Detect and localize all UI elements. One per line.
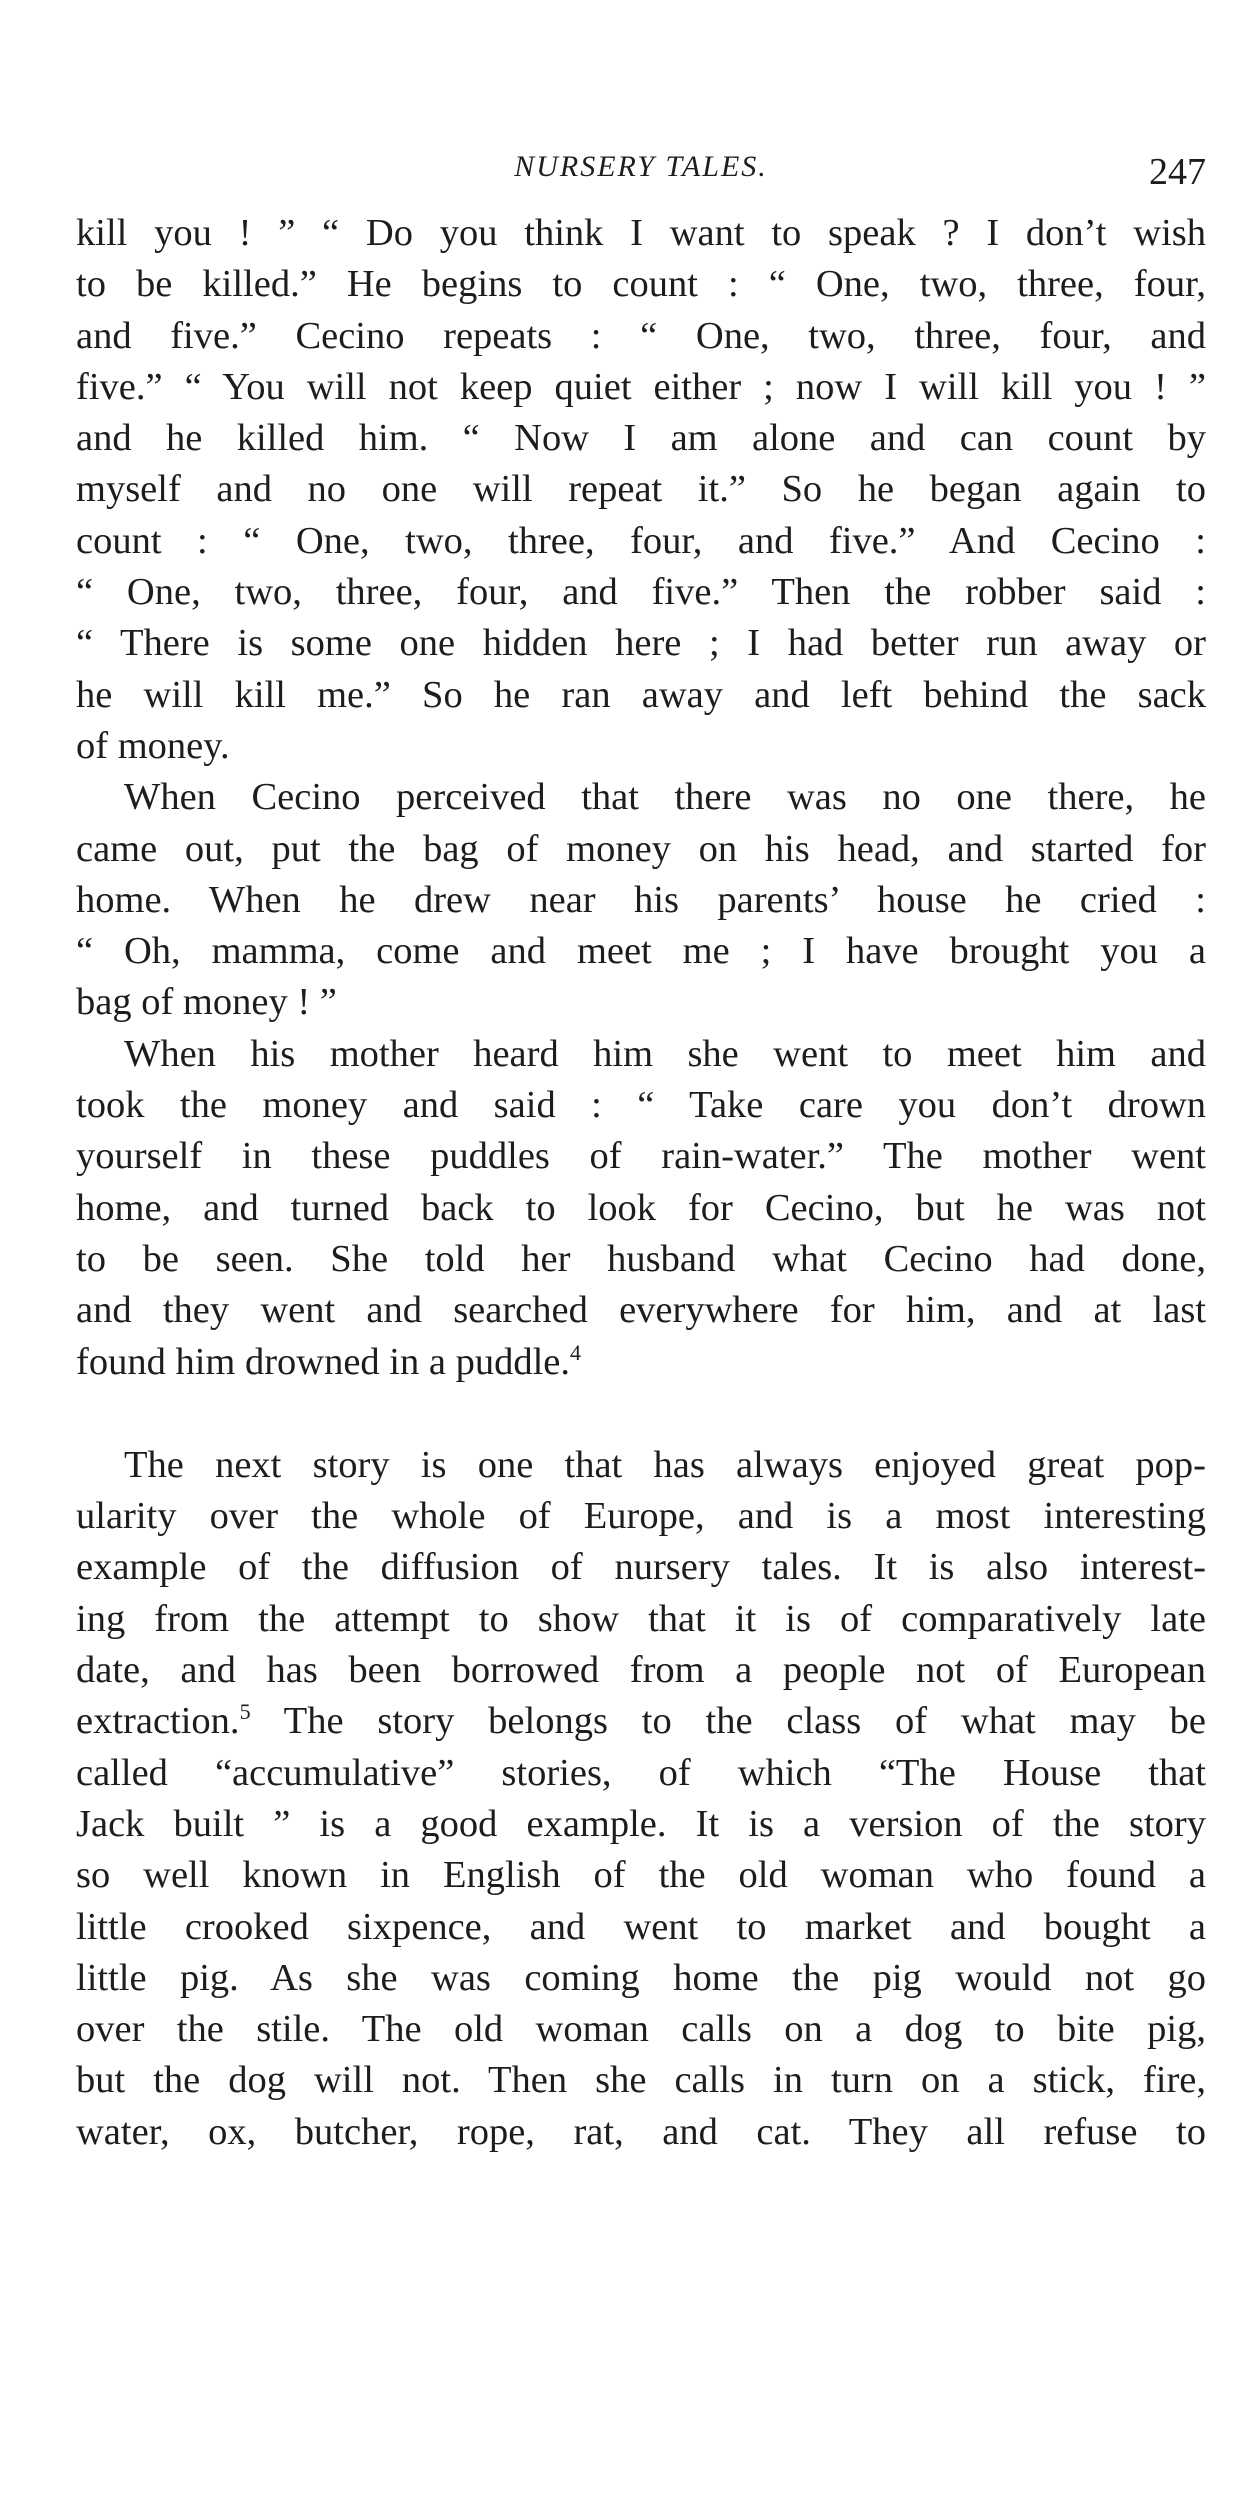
text-line: came out, put the bag of money on his head, and started for: [76, 827, 1206, 870]
text-line: “ Oh, mamma, come and meet me ; I have brought you a: [76, 930, 1206, 973]
text-line: took the money and said : “ Take care you don’t drown: [76, 1084, 1206, 1127]
text-line: myself and no one will repeat it.” So he began again to: [76, 468, 1206, 511]
text-line: ing from the attempt to show that it is of comparatively late: [76, 1597, 1206, 1640]
page-number: 247: [1149, 151, 1206, 193]
section-break: [76, 1388, 1206, 1440]
text-line: and he killed him. “ Now I am alone and can count by: [76, 417, 1206, 460]
text-line: home. When he drew near his parents’ house he cried :: [76, 878, 1206, 921]
text-line: [76, 1337, 1206, 1388]
text-line: and five.” Cecino repeats : “ One, two, three, four, and: [76, 314, 1206, 357]
text-line: water, ox, butcher, rope, rat, and cat. They all refuse to: [76, 2110, 1206, 2153]
footnote-marker: 4: [570, 1339, 581, 1365]
text-line: bag of money ! ”: [76, 981, 337, 1024]
page-header: [76, 138, 1206, 208]
text-line: count : “ One, two, three, four, and five.” And Cecino :: [76, 519, 1206, 562]
text-line: kill you ! ” “ Do you think I want to speak ? I don’t wish: [76, 212, 1206, 254]
paragraph-2: [76, 772, 1206, 1028]
book-page: [76, 138, 1206, 2158]
text-line: “ There is some one hidden here ; I had better run away or: [76, 622, 1206, 665]
text-line: example of the diffusion of nursery tales. It is also interest-: [76, 1546, 1206, 1589]
footnote-marker: 5: [239, 1699, 251, 1725]
text-line: When his mother heard him she went to meet him and: [124, 1032, 1206, 1075]
text-line: and they went and searched everywhere for him, and at last: [76, 1289, 1206, 1332]
text-line: [76, 1696, 1206, 1747]
text-line: “ One, two, three, four, and five.” Then the robber said :: [76, 571, 1206, 614]
text-line-content: extraction.: [76, 1700, 240, 1743]
paragraph-4: [76, 1440, 1206, 2158]
text-line: Jack built ” is a good example. It is a version of the story: [76, 1802, 1206, 1845]
text-line-content: found him drowned in a puddle.: [76, 1340, 570, 1383]
body-text: [76, 208, 1206, 2158]
paragraph-1: [76, 208, 1206, 772]
text-line: of money.: [76, 724, 230, 767]
text-line: When Cecino perceived that there was no one there, he: [124, 776, 1206, 819]
text-line: little crooked sixpence, and went to market and bought a: [76, 1905, 1206, 1948]
text-line: yourself in these puddles of rain-water.” The mother went: [76, 1135, 1206, 1178]
text-line: little pig. As she was coming home the pig would not go: [76, 1956, 1206, 1999]
text-line: ularity over the whole of Europe, and is a most interesting: [76, 1495, 1206, 1538]
text-line: five.” “ You will not keep quiet either ; now I will kill you ! ”: [76, 365, 1206, 408]
text-line: date, and has been borrowed from a people not of European: [76, 1649, 1206, 1692]
text-line: called “accumulative” stories, of which “The House that: [76, 1751, 1206, 1794]
paragraph-3: [76, 1029, 1206, 1388]
text-line: but the dog will not. Then she calls in turn on a stick, fire,: [76, 2059, 1206, 2102]
text-line-content: The story belongs to the class of what may be: [250, 1700, 1206, 1743]
text-line: The next story is one that has always enjoyed great pop-: [124, 1443, 1206, 1486]
text-line: so well known in English of the old woman who found a: [76, 1854, 1206, 1897]
text-line: he will kill me.” So he ran away and left behind the sack: [76, 673, 1206, 716]
text-line: to be killed.” He begins to count : “ One, two, three, four,: [76, 263, 1206, 306]
text-line: over the stile. The old woman calls on a dog to bite pig,: [76, 2008, 1206, 2051]
text-line: home, and turned back to look for Cecino, but he was not: [76, 1186, 1206, 1229]
running-title: NURSERY TALES.: [514, 150, 768, 183]
text-line: to be seen. She told her husband what Cecino had done,: [76, 1237, 1206, 1280]
